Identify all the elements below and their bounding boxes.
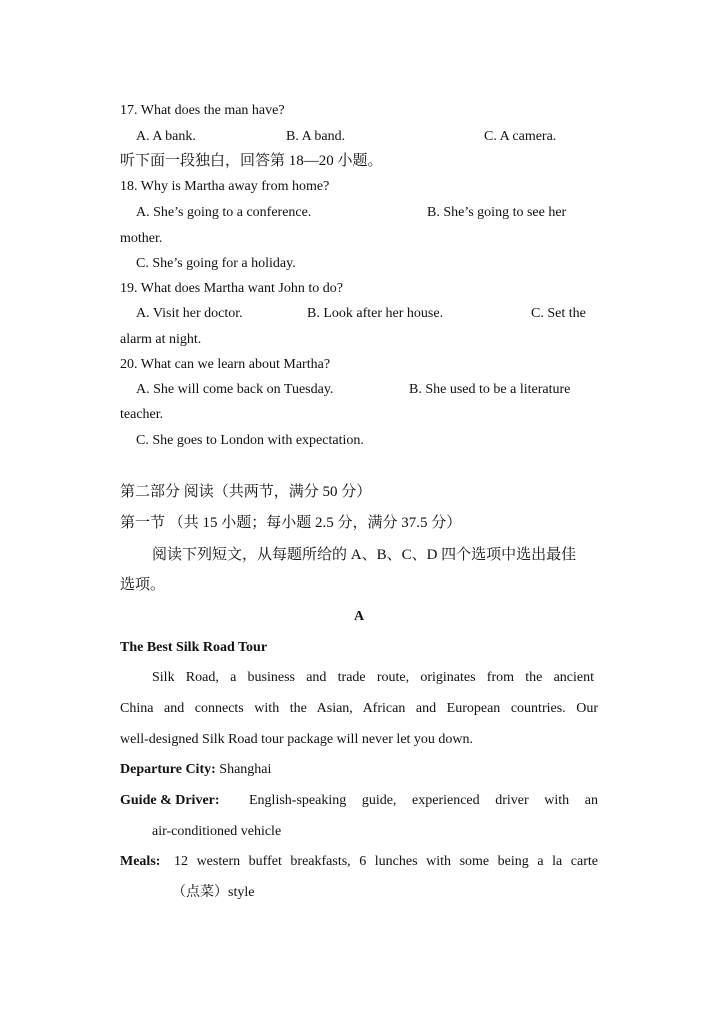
instruction-18-20: 听下面一段独白，回答第 18—20 小题。 (120, 153, 383, 169)
question-18: 18. Why is Martha away from home? (120, 179, 330, 194)
passage-title: The Best Silk Road Tour (120, 640, 268, 655)
q18-option-c: C. She’s going for a holiday. (136, 256, 296, 271)
guide-driver (120, 792, 598, 810)
meals-value: 12 western buffet breakfasts, 6 lunches with some being a la carte (174, 854, 598, 869)
part2-title: 第二部分 阅读（共两节，满分 50 分） (120, 484, 372, 500)
q20-option-b: B. She used to be a literature (409, 382, 571, 397)
q20-option-c: C. She goes to London with expectation. (136, 433, 364, 448)
q20-option-a: A. She will come back on Tuesday. (136, 382, 334, 397)
passage-para-line3: well-designed Silk Road tour package will never let you down. (120, 732, 474, 747)
guide-value-continued: air-conditioned vehicle (152, 824, 282, 839)
q19-option-c-continued: alarm at night. (120, 332, 202, 347)
passage-para-line1: Silk Road, a business and trade route, originates from the ancient (152, 670, 594, 685)
question-17: 17. What does the man have? (120, 103, 285, 118)
q17-option-b: B. A band. (286, 129, 346, 144)
departure-value: Shanghai (219, 762, 272, 777)
meals (120, 853, 598, 871)
question-20: 20. What can we learn about Martha? (120, 357, 331, 372)
meals-value-continued: （点菜）style (172, 885, 255, 900)
departure-city (120, 761, 598, 779)
guide-value: English-speaking guide, experienced driver with an (249, 793, 598, 808)
part2-section1: 第一节 （共 15 小题；每小题 2.5 分，满分 37.5 分） (120, 515, 462, 531)
q17-option-c: C. A camera. (484, 129, 557, 144)
q17-option-a: A. A bank. (136, 129, 196, 144)
q18-option-b: B. She’s going to see her (427, 205, 567, 220)
part2-directions-line2: 选项。 (120, 577, 166, 593)
passage-letter: A (353, 609, 365, 624)
passage-para-line2: China and connects with the Asian, African and European countries. Our (120, 701, 598, 716)
question-19: 19. What does Martha want John to do? (120, 281, 343, 296)
q19-option-b: B. Look after her house. (307, 306, 444, 321)
q19-option-c: C. Set the (531, 306, 586, 321)
meals-label: Meals: (120, 854, 161, 869)
departure-label: Departure City: (120, 762, 216, 777)
q18-option-b-continued: mother. (120, 231, 163, 246)
q18-option-a: A. She’s going to a conference. (136, 205, 312, 220)
q19-option-a: A. Visit her doctor. (136, 306, 243, 321)
q20-option-b-continued: teacher. (120, 407, 164, 422)
guide-label: Guide & Driver: (120, 793, 220, 808)
part2-directions-line1: 阅读下列短文，从每题所给的 A、B、C、D 四个选项中选出最佳 (152, 547, 577, 563)
